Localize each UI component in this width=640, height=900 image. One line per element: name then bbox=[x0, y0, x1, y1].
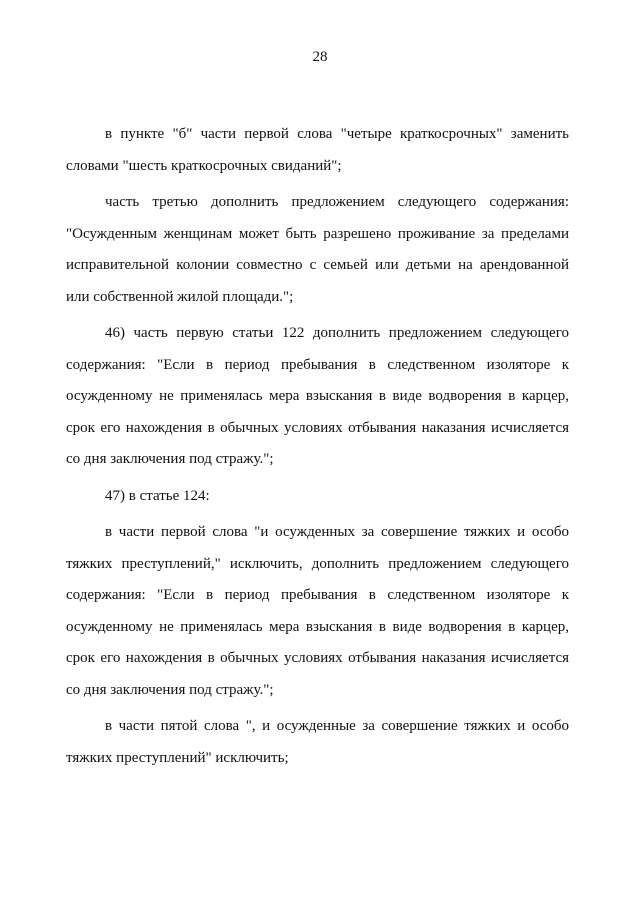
paragraph-part-three-addition: часть третью дополнить предложением следующего содержания: "Осужденным женщинам может быть разрешено проживание за пределами исправительной колонии совместно с семьей или детьми на арендованной или собственной жилой площади."; bbox=[66, 194, 569, 305]
paragraph-amend-clause-b: в пункте "б" части первой слова "четыре краткосрочных" заменить словами "шесть краткосрочных свиданий"; bbox=[66, 126, 569, 174]
paragraph-part-five-amendment: в части пятой слова ", и осужденные за совершение тяжких и особо тяжких преступлений" исключить; bbox=[66, 718, 569, 766]
paragraph-part-one-amendment: в части первой слова "и осужденных за совершение тяжких и особо тяжких преступлений," исключить, дополнить предложением следующего содержания: "Если в период пребывания в следственном изоляторе к осужденному не применялась мера взыскания в виде водворения в карцер, срок его нахождения в обычных условиях отбывания наказания исчисляется со дня заключения под стражу."; bbox=[66, 524, 569, 698]
paragraph-item-47: 47) в статье 124: bbox=[105, 487, 210, 504]
page-number: 28 bbox=[312, 49, 328, 65]
document-body bbox=[66, 119, 569, 774]
paragraph-item-46: 46) часть первую статьи 122 дополнить предложением следующего содержания: "Если в период пребывания в следственном изоляторе к осужденному не применялась мера взыскания в виде водворения в карцер, срок его нахождения в обычных условиях отбывания наказания исчисляется со дня заключения под стражу."; bbox=[66, 325, 569, 467]
